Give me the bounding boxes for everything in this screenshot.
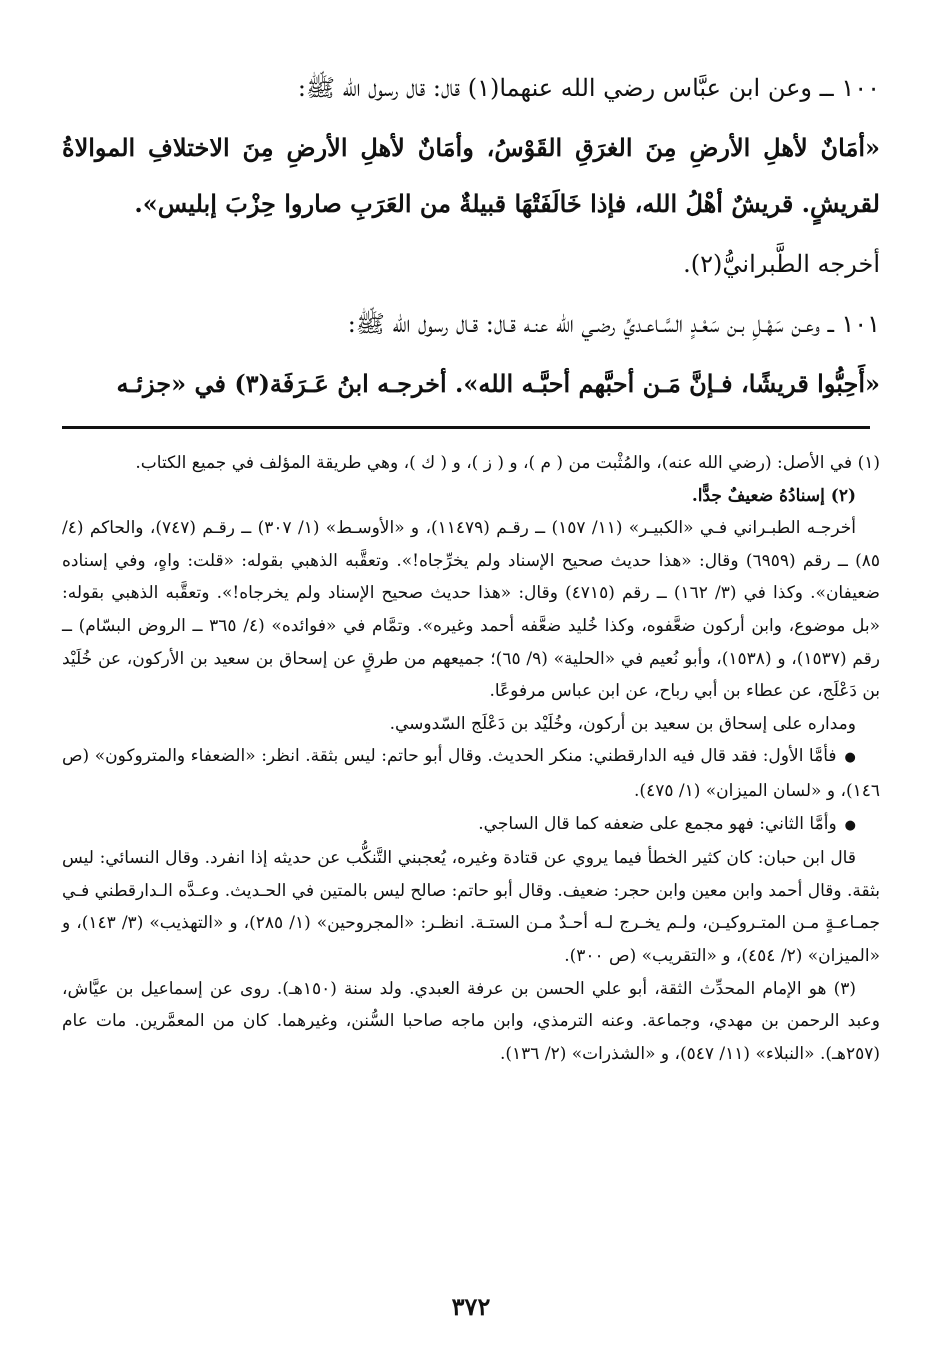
- footnote-2-first-narrator: ● فأمَّا الأول: فقد قال فيه الدارقطني: منكر الحديث. وقال أبو حاتم: ليس بثقة. انظر: «الضعفاء والمتروكون» (ص ١٤٦)، و «لسان الميزان» (١/ ٤٧٥).: [62, 740, 880, 807]
- hadith-101-intro: ١٠١ ــ وعـن سَهْـلِ بـن سَعْـدٍ السَّـاعـديِّ رضـي الله عنـه قـال: قـال رسول الله ﷺ:: [347, 310, 880, 338]
- book-page: [62, 60, 880, 1372]
- footnote-3: (٣) هو الإمام المحدِّث الثقة، أبو علي الحسن بن عرفة العبدي. ولد سنة (١٥٠هـ). روى عن إسماعيل بن عيَّاش، وعبد الرحمن بن مهدي، وجماعة. وعنه الترمذي، وابن ماجه صاحبا السُّنن، وغيرهما. كان من المعمَّرين. مات عام (٢٥٧هـ). «النبلاء» (١١/ ٥٤٧)، و «الشذرات» (٢/ ١٣٦).: [62, 978, 880, 1064]
- hadith-100-source: أخرجه الطَّبرانيُّ(٢).: [683, 250, 880, 278]
- footnote-2-narrators: ومداره على إسحاق بن سعيد بن أركون، وخُلَيْد بن دَعْلَج السّدوسي.: [389, 713, 856, 734]
- footnote-2-second-narrator: ● وأمَّا الثاني: فهو مجمع على ضعفه كما قال الساجي.: [62, 808, 880, 843]
- hadith-101-text: «أَحِبُّوا قريشًا، فـإنَّ مَـن أحبَّهم أحبَّـه الله». أخرجـه ابنُ عَـرَفَة(٣) في «جزئـه: [116, 369, 880, 398]
- footnote-1: (١) في الأصل: (رضي الله عنه)، والمُثْبت من ( م )، و ( ز )، و ( ك )، وهي طريقة المؤلف في جميع الكتاب.: [135, 453, 880, 473]
- footnotes: [62, 447, 880, 1070]
- main-text: [62, 60, 880, 412]
- page-number: ٣٧٢: [451, 1292, 491, 1321]
- footnote-2-opinions: قال ابن حبان: كان كثير الخطأ فيما يروي عن قتادة وغيره، يُعجبني التَّنكُّب عن حديثه إذا انفرد. وقال النسائي: ليس بثقة. وقال أحمد وابن معين وابن حجر: ضعيف. وقال أبو حاتم: صالح ليس بالمتين في الحـديث. وعـدَّه الـدارقطني فـي جمـاعـةٍ مـن المتـروكيـن، ولـم يخـرج لـه أحـدٌ مـن الستـة. انظـر: «المجروحين» (١/ ٢٨٥)، و «التهذيب» (٣/ ١٤٣)، و «الميزان» (٢/ ٤٥٤)، و «التقريب» (ص ٣٠٠).: [62, 848, 880, 966]
- hadith-100-intro: ١٠٠ ــ وعن ابن عبَّاس رضي الله عنهما(١) قال: قال رسول الله ﷺ:: [297, 74, 880, 102]
- footnote-separator: [62, 426, 870, 429]
- footnote-2-title: (٢) إسنادُهُ ضعيفٌ جدًّا.: [691, 485, 856, 506]
- hadith-100-text: «أمَانٌ لأهلِ الأرضِ مِنَ الغرَقِ القَوْسُ، وأمَانٌ لأهلِ الأرضِ مِنَ الاختلافِ الموالاةُ لقريشٍ. قريشٌ أهْلُ الله، فإذا خَالَفَتْهَا قبيلةٌ من العَرَبِ صاروا حِزْبَ إبليس».: [62, 133, 880, 218]
- footnote-2-body: أخرجـه الطبـراني فـي «الكبيـر» (١١/ ١٥٧) ــ رقـم (١١٤٧٩)، و «الأوسـط» (١/ ٣٠٧) ــ رقـم (٧٤٧)، والحاكم (٤/ ٨٥) ــ رقم (٦٩٥٩) وقال: «هذا حديث صحيح الإسناد ولم يخرِّجاه!». وتعقَّبه الذهبي بقوله: «قلت: واهٍ، وفي إسناده ضعيفان». وكذا في (٣/ ١٦٢) ــ رقم (٤٧١٥) وقال: «هذا حديث صحيح الإسناد ولم يخرجاه!». وتعقَّبه الذهبي بقوله: «بل موضوع، وابن أركون ضعَّفوه، وكذا خُليد ضعَّفه أحمد وغيره». وتمَّام في «فوائده» (٤/ ٣٦٥ ــ الروض البسّام) ــ رقم (١٥٣٧)، و (١٥٣٨)، وأبو نُعيم في «الحلية» (٩/ ٦٥)؛ جميعهم من طرقٍ عن إسحاق بن سعيد بن الأركون، عن خُلَيْد بن دَعْلَج، عن عطاء بن أبي رباح، عن ابن عباس مرفوعًا.: [62, 518, 881, 702]
